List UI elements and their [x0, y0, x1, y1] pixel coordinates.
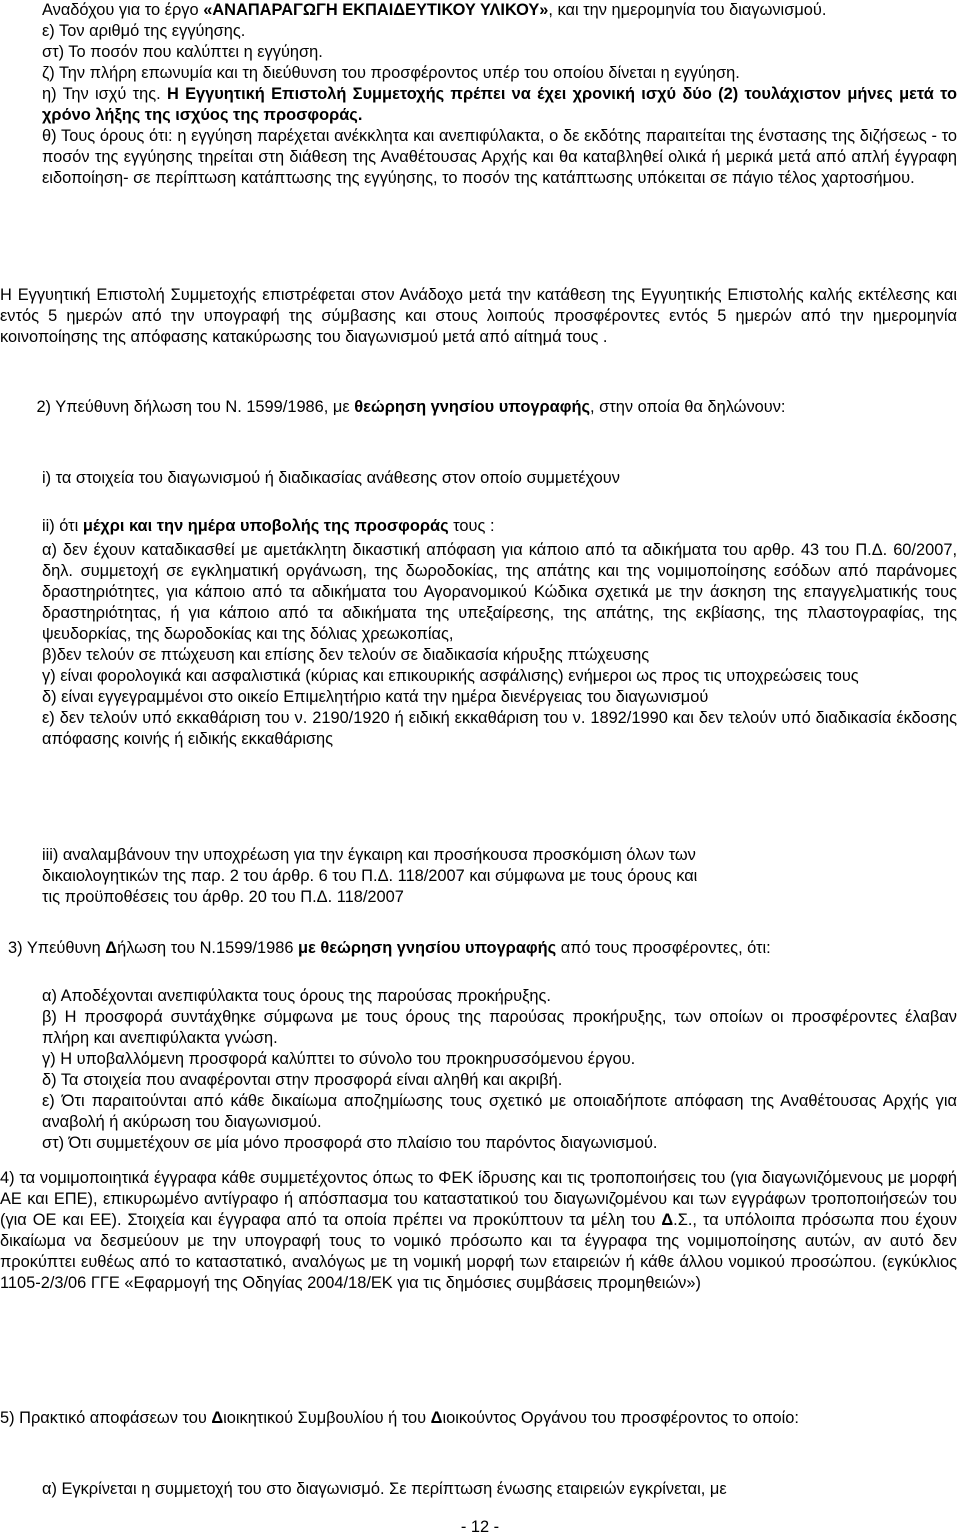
contractor-line: [42, 0, 957, 21]
page-number: - 12 -: [460, 1518, 500, 1536]
list-item-st: στ) Ότι συμμετέχουν σε μία μόνο προσφορά στο πλαίσιο του παρόντος διαγωνισμού.: [42, 1134, 658, 1152]
list-item-st: στ) Το ποσόν που καλύπτει η εγγύηση.: [42, 43, 323, 61]
text-span: 4) τα νομιμοποιητικά έγγραφα κάθε συμμετέχοντος όπως το ΦΕΚ ίδρυσης και τις τροποποιήσεις του (για διαγωνιζόμενους με μορφή ΑΕ και ΕΠΕ), επικυρωμένο αντίγραφο ή απόσπασμα του καταστατικού του διαγωνιζομένου και των εγγράφων τροποποιήσεών του (για ΟΕ και ΕΕ). Στοιχεία και έγγραφα από τα οποία πρέπει να προκύπτουν τα μέλη του: [0, 1169, 957, 1229]
item-2-ii-list: [42, 540, 957, 750]
text-span: ιοικούντος Οργάνου του προσφέροντος το οποίο:: [442, 1409, 799, 1427]
guarantee-conditions: [42, 0, 957, 189]
text-span: η) Την ισχύ της.: [42, 85, 167, 103]
list-item-epsilon: ε) Τον αριθμό της εγγύησης.: [42, 22, 246, 40]
item-2-i: [42, 468, 957, 489]
item-4-text: [0, 1168, 957, 1294]
text-span: 5) Πρακτικό αποφάσεων του: [0, 1409, 212, 1427]
list-item-c: γ) Η υποβαλλόμενη προσφορά καλύπτει το σύνολο του προκηρυσσόμενου έργου.: [42, 1050, 636, 1068]
paragraph-text: i) τα στοιχεία του διαγωνισμού ή διαδικασίας ανάθεσης στον οποίο συμμετέχουν: [42, 469, 620, 487]
bold-text: Δ: [661, 1211, 674, 1229]
item-2-iii: [42, 845, 957, 908]
bold-text: θεώρηση γνησίου υπογραφής: [354, 398, 590, 416]
list-item-theta: θ) Τους όρους ότι: η εγγύηση παρέχεται ανέκκλητα και ανεπιφύλακτα, ο δε εκδότης παραιτείται της ένστασης της διζήσεως - το ποσόν της εγγύησης τηρείται στη διάθεση της Αναθέτουσας Αρχής και θα καταβληθεί ολικά ή μερικά μετά από απλή έγγραφη ειδοποίηση- σε περίπτωση κατάπτωσης της εγγύησης, το ποσόν της κατάπτωσης υπόκειται σε πάγιο τέλος χαρτοσήμου.: [42, 127, 957, 187]
bold-text: Δ: [211, 1409, 224, 1427]
text-span: 3) Υπεύθυνη: [8, 939, 106, 957]
text-span: , και την ημερομηνία του διαγωνισμού.: [548, 1, 827, 19]
text-span: από τους προσφέροντες, ότι:: [556, 939, 771, 957]
item-4: [0, 1168, 957, 1294]
list-item-b: β) Η προσφορά συντάχθηκε σύμφωνα με τους όρους της παρούσας προκήρυξης, των οποίων οι προσφέροντες έλαβαν πλήρη και ανεπιφύλακτα γνώση.: [42, 1008, 957, 1047]
item-2-ii: [42, 516, 957, 537]
bold-text: μέχρι και την ημέρα υποβολής της προσφοράς: [82, 517, 449, 535]
paragraph-text: Η Εγγυητική Επιστολή Συμμετοχής επιστρέφεται στον Ανάδοχο μετά την κατάθεση της Εγγυητικής Επιστολής καλής εκτέλεσης και εντός 5 ημερών από την υπογραφή της σύμβασης και στους λοιπούς προσφέροντες εντός 5 ημερών από την ημερομηνία κοινοποίησης της απόφασης κατακύρωσης του διαγωνισμού μετά από αίτημά τους .: [0, 286, 957, 346]
text-span: Αναδόχου για το έργο: [42, 1, 204, 19]
text-span: 2) Υπεύθυνη δήλωση του Ν. 1599/1986, με: [36, 398, 355, 416]
list-item-c: γ) είναι φορολογικά και ασφαλιστικά (κύριας και επικουρικής ασφάλισης) ενήμεροι ως προς τις υποχρεώσεις τους: [42, 667, 859, 685]
line: τις προϋποθέσεις του άρθρ. 20 του Π.Δ. 118/2007: [42, 888, 404, 906]
text-span: .Σ., τα υπόλοιπα πρόσωπα που έχουν δικαίωμα να δεσμεύουν με την υπογραφή τους το νομικό πρόσωπο και τα έγγραφα της νομιμοποίησης αυτών, αν αυτό δεν προκύπτει ευθέως από το καταστατικό, αναλόγως με τη νομική μορφή των εταιρειών ή κάθε άλλου νομικού προσώπου. (εγκύκλιος 1105-2/3/06 ΓΓΕ «Εφαρμογή της Οδηγίας 2004/18/ΕΚ για τις δημόσιες συμβάσεις προμηθειών»): [0, 1211, 958, 1292]
text-span: ιοικητικού Συμβουλίου ή του: [223, 1409, 431, 1427]
list-item-eta: [42, 84, 957, 126]
text-span: , στην οποία θα δηλώνουν:: [590, 398, 786, 416]
list-item-a: α) δεν έχουν καταδικασθεί με αμετάκλητη δικαστική απόφαση για κάποιο από τα αδικήματα του αρθρ. 43 του Π.Δ. 60/2007, δηλ. συμμετοχή σε εγκληματική οργάνωση, της δωροδοκίας, της απάτης και της νομιμοποίησης εσόδων από παράνομες δραστηριότητες, για κάποιο από τα αδικήματα του Αγορανομικού Κώδικα σχετικά με την άσκηση της επαγγελματικής τους δραστηριότητας, ή για κάποιο από τα αδικήματα της υπεξαίρεσης, της απάτης, της εκβίασης, της πλαστογραφίας, της ψευδορκίας, της δωροδοκίας και της δόλιας χρεωκοπίας,: [42, 541, 957, 643]
item-5: [0, 1408, 957, 1429]
item-5-text: [0, 1408, 957, 1429]
text-span: τους :: [448, 517, 495, 535]
list-item-e: ε) δεν τελούν υπό εκκαθάριση του ν. 2190/1920 ή ειδική εκκαθάριση του ν. 1892/1990 και δεν τελούν υπό διαδικασία έκδοσης απόφασης κοινής ή ειδικής εκκαθάρισης: [42, 709, 957, 748]
item-2: [0, 397, 957, 418]
list-item-e: ε) Ότι παραιτούνται από κάθε δικαίωμα αποζημίωσης τους σχετικό με οποιαδήποτε απόφαση της Αναθέτουσας Αρχής για αναβολή ή ακύρωση του διαγωνισμού.: [42, 1092, 957, 1131]
item-3: [8, 938, 958, 959]
list-item-b: β)δεν τελούν σε πτώχευση και επίσης δεν τελούν σε διαδικασία κήρυξης πτώχευσης: [42, 646, 650, 664]
text-span: ii) ότι: [42, 517, 83, 535]
list-item-d: δ) Τα στοιχεία που αναφέρονται στην προσφορά είναι αληθή και ακριβή.: [42, 1071, 563, 1089]
text-span: ήλωση του Ν.1599/1986: [117, 939, 299, 957]
item-2-heading: [0, 397, 957, 418]
line: δικαιολογητικών της παρ. 2 του άρθρ. 6 του Π.Δ. 118/2007 και σύμφωνα με τους όρους και: [42, 867, 698, 885]
list-item-d: δ) είναι εγγεγραμμένοι στο οικείο Επιμελητήριο κατά την ημέρα διενέργειας του διαγωνισμού: [42, 688, 709, 706]
item-2-ii-heading: [42, 516, 957, 537]
item-5-a: [42, 1479, 957, 1500]
item-3-list: [42, 986, 957, 1154]
line: iii) αναλαμβάνουν την υποχρέωση για την έγκαιρη και προσήκουσα προσκόμιση όλων των: [42, 846, 696, 864]
project-title: «ΑΝΑΠΑΡΑΓΩΓΗ ΕΚΠΑΙΔΕΥΤΙΚΟΥ ΥΛΙΚΟΥ»: [203, 1, 549, 19]
bold-text: Δ: [430, 1409, 443, 1427]
bold-text: με θεώρηση γνησίου υπογραφής: [298, 939, 557, 957]
bold-text: Δ: [105, 939, 118, 957]
list-item-zeta: ζ) Την πλήρη επωνυμία και τη διεύθυνση του προσφέροντος υπέρ του οποίου δίνεται η εγγύηση.: [42, 64, 740, 82]
item-3-heading: [8, 938, 958, 959]
list-item-a: α) Αποδέχονται ανεπιφύλακτα τους όρους της παρούσας προκήρυξης.: [42, 987, 551, 1005]
validity-requirement: Η Εγγυητική Επιστολή Συμμετοχής πρέπει να έχει χρονική ισχύ δύο (2) τουλάχιστον μήνες μετά το χρόνο λήξης της ισχύος της προσφοράς.: [42, 85, 957, 124]
return-paragraph: [0, 285, 957, 348]
list-item-a: α) Εγκρίνεται η συμμετοχή του στο διαγωνισμό. Σε περίπτωση ένωσης εταιρειών εγκρίνεται, με: [42, 1480, 727, 1498]
